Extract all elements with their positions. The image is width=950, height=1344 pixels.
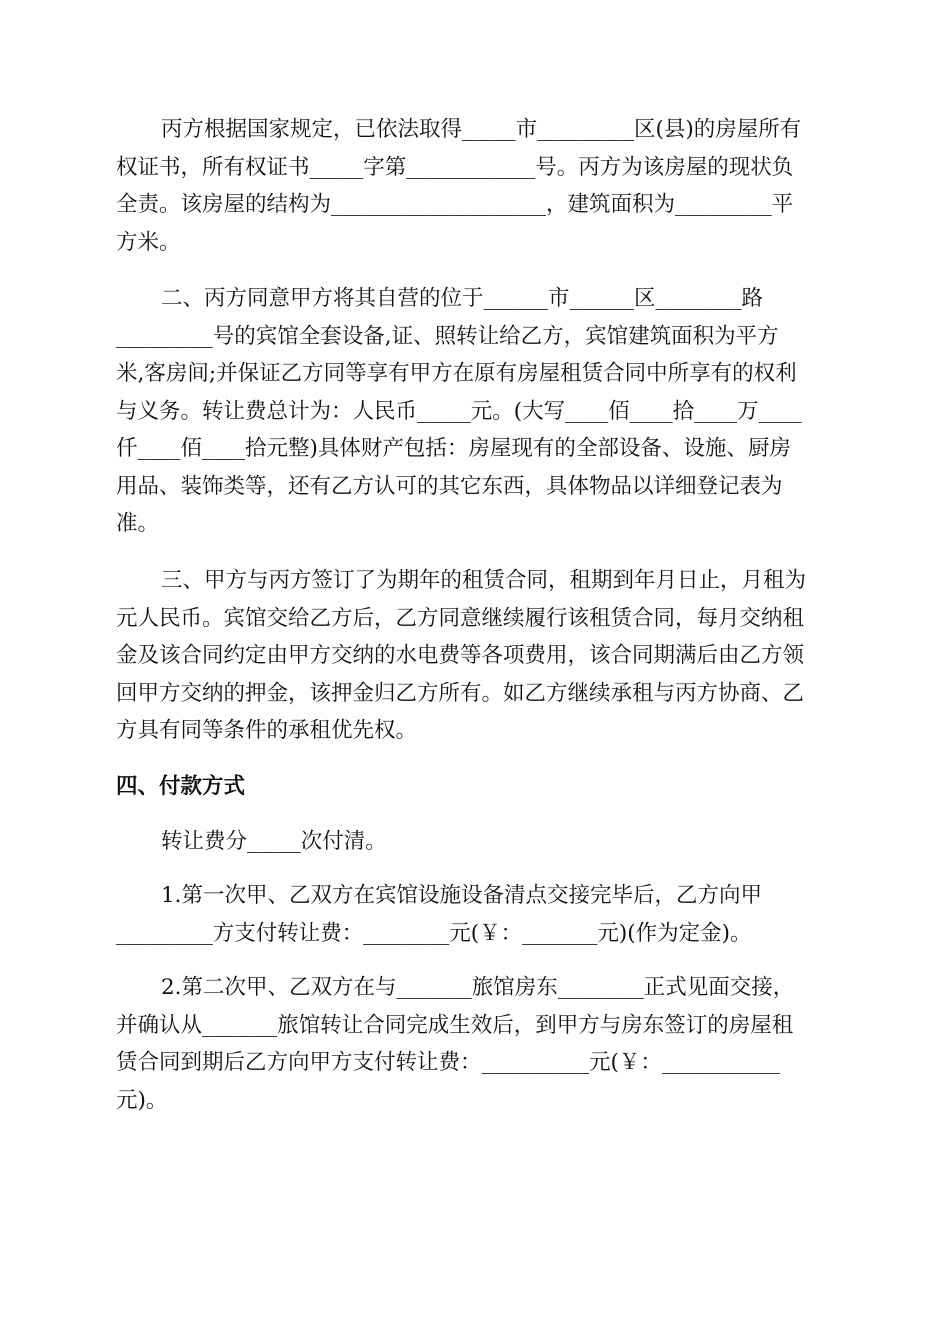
text-line: 权证书，所有权证书_____字第____________号。丙方为该房屋的现状负 (116, 154, 794, 180)
paragraph-clause-two (116, 280, 832, 543)
text-line: 金及该合同约定由甲方交纳的水电费等各项费用，该合同期满后由乙方领 (116, 643, 805, 668)
text-line: 二、丙方同意甲方将其自营的位于______市______区________路 (161, 286, 764, 311)
text-line: 三、甲方与丙方签订了为期年的租赁合同，租期到年月日止，月租为 (161, 568, 807, 593)
section-heading-payment-method: 四、付款方式 (116, 774, 246, 799)
paragraph-clause-three (116, 562, 832, 750)
text-line: 方米。 (116, 229, 181, 255)
text-line: 全责。该房屋的结构为____________________，建筑面积为_________平 (116, 192, 794, 217)
text-line: 并确认从_______旅馆转让合同完成生效后，到甲方与房东签订的房屋租 (116, 1012, 794, 1038)
text-line: 方具有同等条件的承租优先权。 (116, 718, 418, 743)
paragraph-payment-installments (116, 823, 832, 861)
text-line: 元)。 (116, 1087, 168, 1113)
text-line: 2.第二次甲、乙双方在与_______旅馆房东________正式见面交接， (161, 975, 795, 1000)
text-line: 1.第一次甲、乙双方在宾馆设施设备清点交接完毕后，乙方向甲 (161, 883, 763, 908)
text-line: 丙方根据国家规定，已依法取得_____市_________区(县)的房屋所有 (161, 117, 802, 142)
text-line: 准。 (116, 511, 160, 536)
text-line: _________号的宾馆全套设备,证、照转让给乙方，宾馆建筑面积为平方 (116, 323, 779, 349)
text-line: 回甲方交纳的押金，该押金归乙方所有。如乙方继续承租与丙方协商、乙 (116, 680, 805, 706)
text-line: 仟____佰____拾元整)具体财产包括：房屋现有的全部设备、设施、厨房 (116, 436, 791, 461)
text-line: 米,客房间;并保证乙方同等享有甲方在原有房屋租赁合同中所享有的权利 (116, 361, 797, 386)
text-line: 用品、装饰类等，还有乙方认可的其它东西，具体物品以详细登记表为 (116, 473, 783, 499)
text-line: 元人民币。宾馆交给乙方后，乙方同意继续履行该租赁合同，每月交纳租 (116, 605, 805, 631)
text-line: _________方支付转让费：________元(￥：_______元)(作为定金)。 (116, 920, 752, 946)
text-line: 赁合同到期后乙方向甲方支付转让费：__________元(￥：___________ (116, 1050, 781, 1075)
paragraph-property-ownership (116, 111, 832, 261)
paragraph-second-payment (116, 969, 832, 1119)
text-line: 转让费分_____次付清。 (161, 829, 387, 854)
text-line: 与义务。转让费总计为：人民币_____元。(大写____佰____拾____万____ (116, 398, 802, 424)
paragraph-first-payment (116, 877, 832, 952)
